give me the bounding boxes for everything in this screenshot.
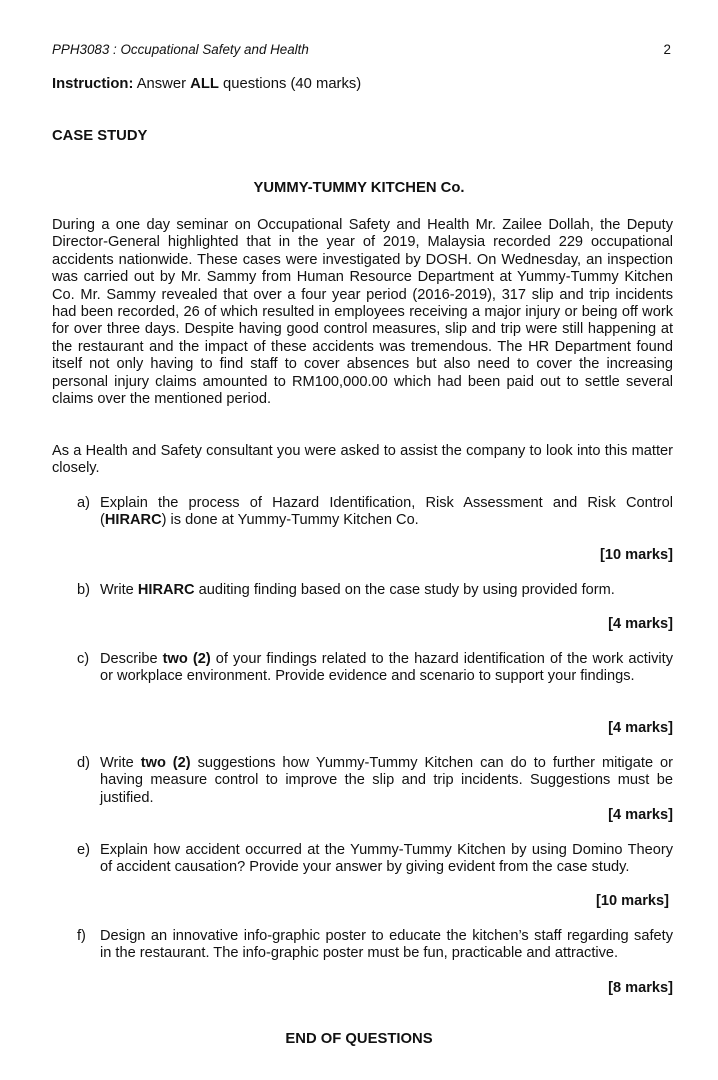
question-label: b) (77, 582, 90, 598)
question-text-part: suggestions how Yummy-Tummy Kitchen can do to further mitigate or having measure control to improve the slip and trip incidents. Suggestions must be justified. (100, 755, 673, 806)
question-text: Design an innovative info-graphic poster to educate the kitchen’s staff regarding safety in the restaurant. The info-graphic poster must be fun, practicable and attractive. (100, 928, 673, 962)
question-text-part: Explain the process of Hazard Identification, Risk Assessment and Risk Control ( (100, 495, 673, 529)
question-text (100, 755, 673, 807)
question-label: a) (77, 495, 90, 511)
question-c (77, 651, 673, 686)
question-f-marks: [8 marks] (608, 980, 673, 996)
instruction-line (52, 76, 361, 93)
question-text: Explain how accident occurred at the Yummy-Tummy Kitchen by using Domino Theory of accident causation? Provide your answer by giving evident from the case study. (100, 842, 673, 876)
course-header: PPH3083 : Occupational Safety and Health (52, 42, 309, 57)
question-c-marks: [4 marks] (608, 720, 673, 736)
instruction-emphasis: ALL (190, 76, 219, 92)
question-text (100, 651, 673, 686)
case-paragraph: During a one day seminar on Occupational Safety and Health Mr. Zailee Dollah, the Deputy Director-General highlighted that in the year of 2019, Malaysia recorded 229 occupational accidents nationwide. These cases were investigated by DOSH. On Wednesday, an inspection was carried out by Mr. Sammy from Human Resource Department at Yummy-Tummy Kitchen Co. Mr. Sammy revealed that over a four year period (2016-2019), 317 slip and trip incidents had been recorded, 26 of which resulted in employees receiving a major injury or being off work for over three days. Despite having good control measures, slip and trip were still happening at the restaurant and the impact of these accidents was tremendous. The HR Department found itself not only having to find staff to cover absences but also need to cover the increasing personal injury claims amounted to RM100,000.00 which had been paid out to settle several claims over the mentioned period. (52, 217, 673, 408)
question-b (77, 582, 673, 599)
question-d-marks: [4 marks] (608, 807, 673, 823)
question-text-part: ) is done at Yummy-Tummy Kitchen Co. (161, 512, 419, 529)
question-emphasis: two (2) (162, 651, 211, 667)
question-b-marks: [4 marks] (608, 616, 673, 632)
question-emphasis: two (2) (140, 755, 191, 771)
question-f (77, 928, 673, 963)
question-text (100, 495, 673, 530)
question-emphasis: HIRARC (104, 512, 162, 529)
question-text-part: Write (100, 755, 141, 771)
question-emphasis: HIRARC (137, 582, 195, 598)
question-a (77, 495, 673, 530)
question-label: d) (77, 755, 90, 771)
question-text-part: Write (100, 582, 138, 598)
instruction-before: Answer (136, 76, 187, 92)
question-a-marks: [10 marks] (599, 547, 673, 563)
instruction-label: Instruction: (52, 76, 134, 92)
question-e (77, 842, 673, 877)
instruction-after: questions (40 marks) (223, 76, 362, 92)
question-label: c) (77, 651, 90, 667)
question-d (77, 755, 673, 807)
consultant-paragraph: As a Health and Safety consultant you were asked to assist the company to look into this matter closely. (52, 443, 673, 477)
end-of-questions: END OF QUESTIONS (285, 1031, 433, 1047)
question-text (100, 582, 673, 599)
question-text-part: auditing finding based on the case study by using provided form. (194, 582, 615, 598)
question-text-part: of your findings related to the hazard identification of the work activity or workplace environment. Provide evidence and scenario to support your findings. (100, 651, 673, 685)
question-label: e) (77, 842, 90, 858)
page-number: 2 (663, 42, 671, 57)
question-e-marks: [10 marks] (595, 893, 669, 909)
question-text-part: Describe (100, 651, 163, 667)
section-label: CASE STUDY (52, 128, 148, 144)
case-title: YUMMY-TUMMY KITCHEN Co. (253, 180, 465, 196)
question-label: f) (77, 928, 86, 944)
